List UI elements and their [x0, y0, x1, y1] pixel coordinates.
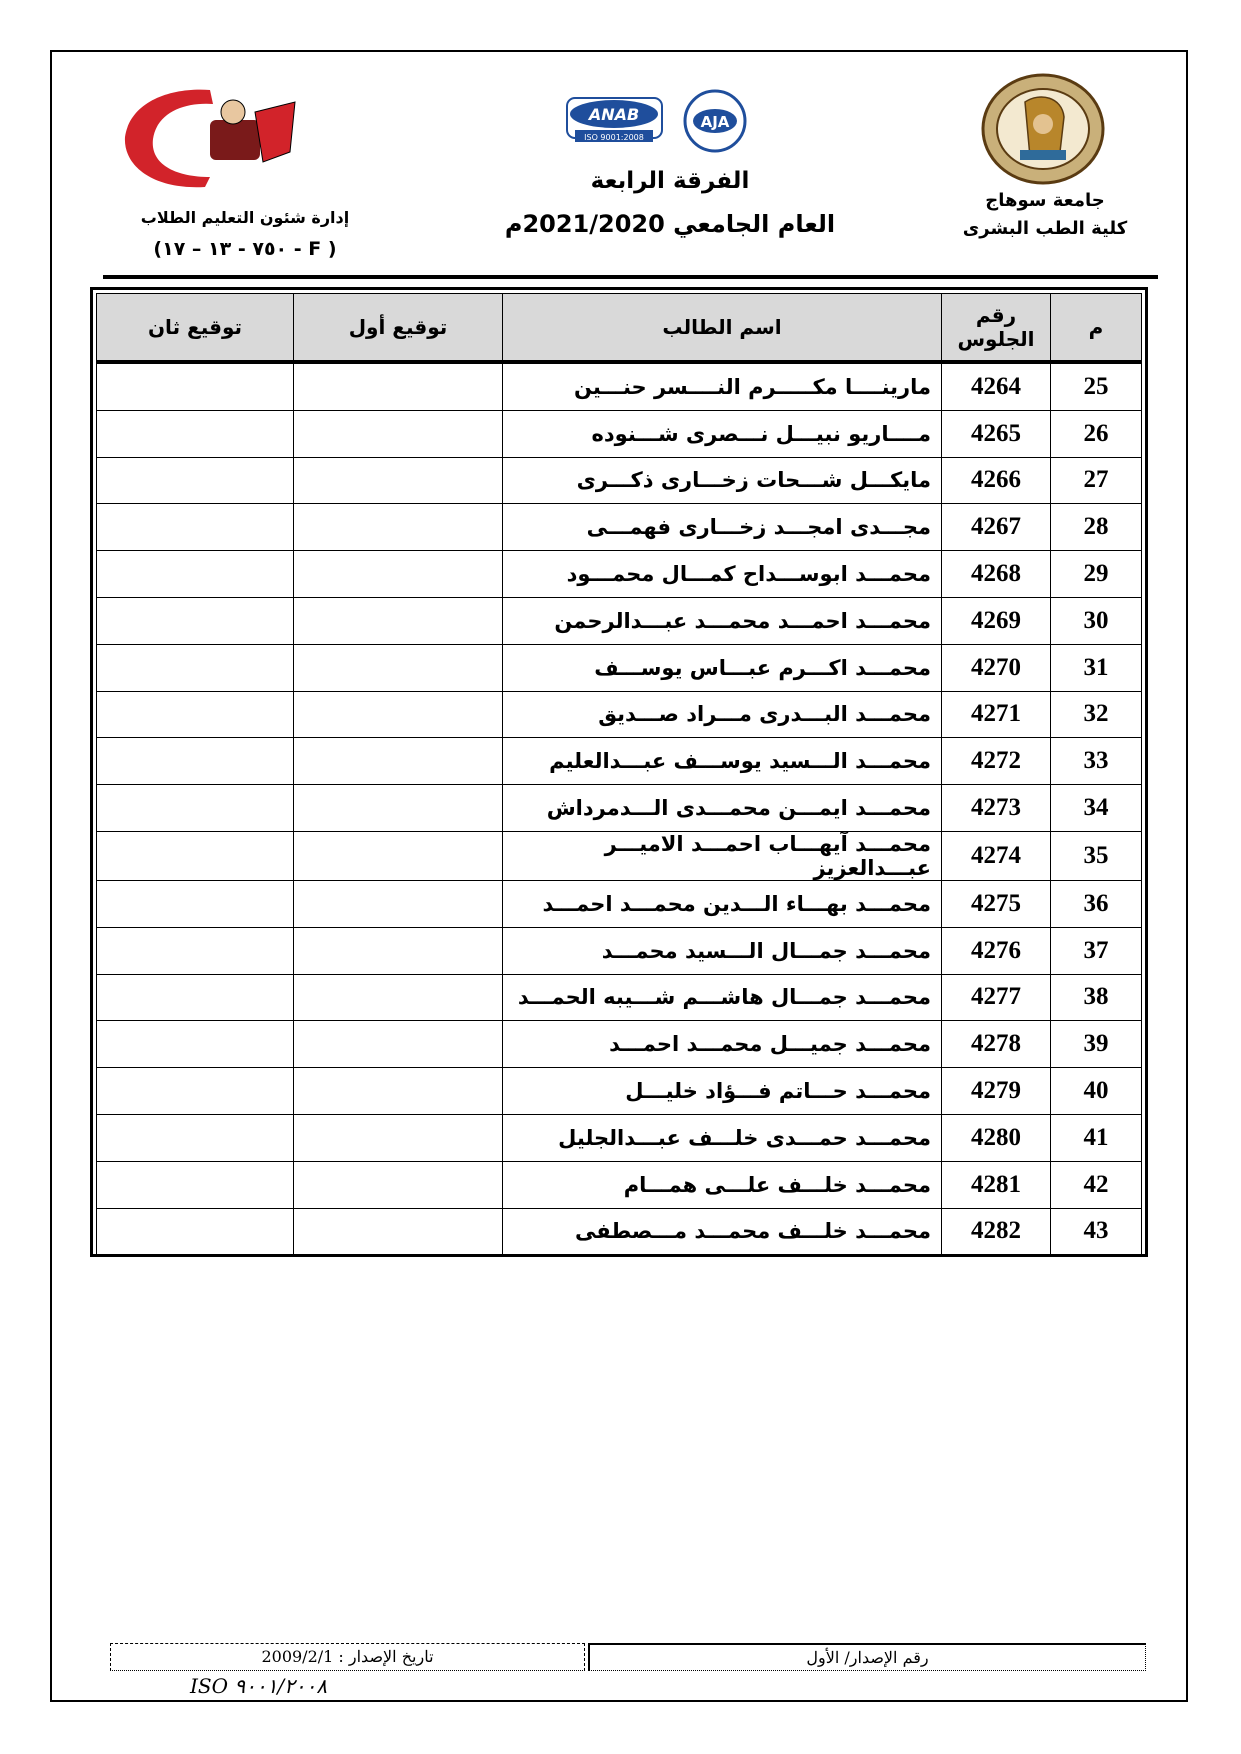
row-index: 29: [1051, 551, 1142, 598]
row-index: 36: [1051, 880, 1142, 927]
row-first-signature: [294, 927, 503, 974]
header-divider: [103, 275, 1158, 279]
row-student-name: محمـــد حـــاتم فـــؤاد خليـــل: [503, 1068, 942, 1115]
row-seat-number: 4280: [942, 1114, 1051, 1161]
table-body: [97, 362, 1142, 1255]
table-row: [97, 880, 1142, 927]
header-seat-number: رقم الجلوس: [942, 294, 1051, 363]
row-first-signature: [294, 1161, 503, 1208]
header-first-signature: توقيع أول: [294, 294, 503, 363]
row-first-signature: [294, 644, 503, 691]
row-first-signature: [294, 551, 503, 598]
footer: [110, 1643, 1146, 1671]
row-first-signature: [294, 410, 503, 457]
row-seat-number: 4281: [942, 1161, 1051, 1208]
row-first-signature: [294, 974, 503, 1021]
table-row: [97, 1114, 1142, 1161]
row-seat-number: 4270: [942, 644, 1051, 691]
row-seat-number: 4278: [942, 1021, 1051, 1068]
table-row: [97, 691, 1142, 738]
row-index: 35: [1051, 831, 1142, 880]
table-row: [97, 785, 1142, 832]
row-second-signature: [97, 597, 294, 644]
row-seat-number: 4274: [942, 831, 1051, 880]
issue-number: رقم الإصدار/ الأول: [588, 1643, 1146, 1671]
row-seat-number: 4268: [942, 551, 1051, 598]
row-second-signature: [97, 1208, 294, 1255]
row-first-signature: [294, 831, 503, 880]
academic-year: العام الجامعي 2021/2020م: [504, 210, 836, 238]
row-student-name: مارينــــا مكـــــرم النــــسر حنـــين: [503, 362, 942, 410]
row-first-signature: [294, 1021, 503, 1068]
row-second-signature: [97, 362, 294, 410]
row-index: 26: [1051, 410, 1142, 457]
row-second-signature: [97, 974, 294, 1021]
row-seat-number: 4277: [942, 974, 1051, 1021]
row-student-name: محمـــد الـــسيد يوســـف عبـــدالعليم: [503, 738, 942, 785]
row-seat-number: 4282: [942, 1208, 1051, 1255]
row-index: 40: [1051, 1068, 1142, 1115]
row-index: 25: [1051, 362, 1142, 410]
row-first-signature: [294, 457, 503, 504]
row-index: 27: [1051, 457, 1142, 504]
row-second-signature: [97, 1068, 294, 1115]
row-index: 37: [1051, 927, 1142, 974]
students-table: [96, 293, 1142, 1255]
sohag-university-emblem: [980, 72, 1106, 186]
row-student-name: محمـــد جمـــال الـــسيد محمـــد: [503, 927, 942, 974]
row-second-signature: [97, 551, 294, 598]
row-second-signature: [97, 1021, 294, 1068]
row-seat-number: 4275: [942, 880, 1051, 927]
row-student-name: محمـــد ايمـــن محمـــدى الـــدمرداش: [503, 785, 942, 832]
row-first-signature: [294, 504, 503, 551]
row-first-signature: [294, 597, 503, 644]
row-student-name: محمـــد حمـــدى خلـــف عبـــدالجليل: [503, 1114, 942, 1161]
row-second-signature: [97, 691, 294, 738]
table-row: [97, 457, 1142, 504]
university-name: جامعة سوهاج: [985, 190, 1105, 211]
table-row: [97, 362, 1142, 410]
row-second-signature: [97, 504, 294, 551]
page-title: الفرقة الرابعة: [590, 168, 750, 194]
row-index: 38: [1051, 974, 1142, 1021]
row-student-name: محمـــد احمـــد محمـــد عبـــدالرحمن: [503, 597, 942, 644]
row-student-name: مجـــدى امجـــد زخـــارى فهمـــى: [503, 504, 942, 551]
table-row: [97, 738, 1142, 785]
table-header-row: [97, 294, 1142, 363]
row-index: 42: [1051, 1161, 1142, 1208]
row-student-name: محمـــد جمـــال هاشـــم شـــيبه الحمـــد: [503, 974, 942, 1021]
faculty-medicine-logo: [115, 82, 315, 192]
anab-sub-text: ISO 9001:2008: [584, 133, 644, 142]
table-row: [97, 974, 1142, 1021]
row-index: 28: [1051, 504, 1142, 551]
row-first-signature: [294, 1068, 503, 1115]
row-first-signature: [294, 785, 503, 832]
row-second-signature: [97, 410, 294, 457]
row-index: 41: [1051, 1114, 1142, 1161]
row-first-signature: [294, 738, 503, 785]
row-index: 32: [1051, 691, 1142, 738]
row-seat-number: 4276: [942, 927, 1051, 974]
iso-text: ISO ٩٠٠١/٢٠٠٨: [190, 1674, 328, 1698]
table-row: [97, 927, 1142, 974]
table-row: [97, 597, 1142, 644]
table-row: [97, 551, 1142, 598]
row-first-signature: [294, 1114, 503, 1161]
row-seat-number: 4271: [942, 691, 1051, 738]
row-index: 43: [1051, 1208, 1142, 1255]
row-seat-number: 4272: [942, 738, 1051, 785]
table-row: [97, 1208, 1142, 1255]
row-first-signature: [294, 362, 503, 410]
row-index: 31: [1051, 644, 1142, 691]
row-student-name: محمـــد آيهـــاب احمـــد الاميـــر عبـــدالعزيز: [503, 831, 942, 880]
certification-logos: [565, 88, 760, 154]
table-row: [97, 831, 1142, 880]
row-second-signature: [97, 785, 294, 832]
row-seat-number: 4279: [942, 1068, 1051, 1115]
issue-date: تاريخ الإصدار : 2009/2/1: [110, 1643, 585, 1671]
left-department: إدارة شئون التعليم الطلاب: [140, 208, 350, 227]
table-row: [97, 644, 1142, 691]
table-row: [97, 410, 1142, 457]
row-index: 39: [1051, 1021, 1142, 1068]
row-seat-number: 4265: [942, 410, 1051, 457]
table-row: [97, 1161, 1142, 1208]
row-student-name: مــــاريو نبيـــل نـــصرى شـــنوده: [503, 410, 942, 457]
row-first-signature: [294, 1208, 503, 1255]
row-second-signature: [97, 738, 294, 785]
row-index: 33: [1051, 738, 1142, 785]
row-second-signature: [97, 1161, 294, 1208]
form-code: ( F - ٧٥٠ - ١٣ – ١٧): [153, 238, 337, 260]
row-second-signature: [97, 831, 294, 880]
row-index: 30: [1051, 597, 1142, 644]
row-seat-number: 4273: [942, 785, 1051, 832]
row-seat-number: 4267: [942, 504, 1051, 551]
row-student-name: محمـــد خلـــف علـــى همـــام: [503, 1161, 942, 1208]
row-seat-number: 4264: [942, 362, 1051, 410]
row-second-signature: [97, 880, 294, 927]
table-row: [97, 1068, 1142, 1115]
row-second-signature: [97, 927, 294, 974]
row-seat-number: 4266: [942, 457, 1051, 504]
aja-text: AJA: [700, 113, 730, 131]
row-second-signature: [97, 1114, 294, 1161]
row-student-name: محمـــد ابوســـداح كمـــال محمـــود: [503, 551, 942, 598]
table-row: [97, 1021, 1142, 1068]
row-student-name: محمـــد اكـــرم عبـــاس يوســـف: [503, 644, 942, 691]
row-student-name: محمـــد جميـــل محمـــد احمـــد: [503, 1021, 942, 1068]
students-table-frame: [90, 287, 1148, 1257]
header-index: م: [1051, 294, 1142, 363]
row-first-signature: [294, 880, 503, 927]
header-second-signature: توقيع ثان: [97, 294, 294, 363]
anab-text: ANAB: [588, 105, 640, 124]
row-student-name: محمـــد خلـــف محمـــد مـــصطفى: [503, 1208, 942, 1255]
header-student-name: اسم الطالب: [503, 294, 942, 363]
row-first-signature: [294, 691, 503, 738]
row-second-signature: [97, 457, 294, 504]
faculty-name: كلية الطب البشرى: [962, 218, 1128, 239]
row-seat-number: 4269: [942, 597, 1051, 644]
row-student-name: محمـــد البـــدرى مـــراد صـــديق: [503, 691, 942, 738]
row-second-signature: [97, 644, 294, 691]
row-student-name: مايكـــل شـــحات زخـــارى ذكـــرى: [503, 457, 942, 504]
row-index: 34: [1051, 785, 1142, 832]
table-row: [97, 504, 1142, 551]
row-student-name: محمـــد بهـــاء الـــدين محمـــد احمـــد: [503, 880, 942, 927]
